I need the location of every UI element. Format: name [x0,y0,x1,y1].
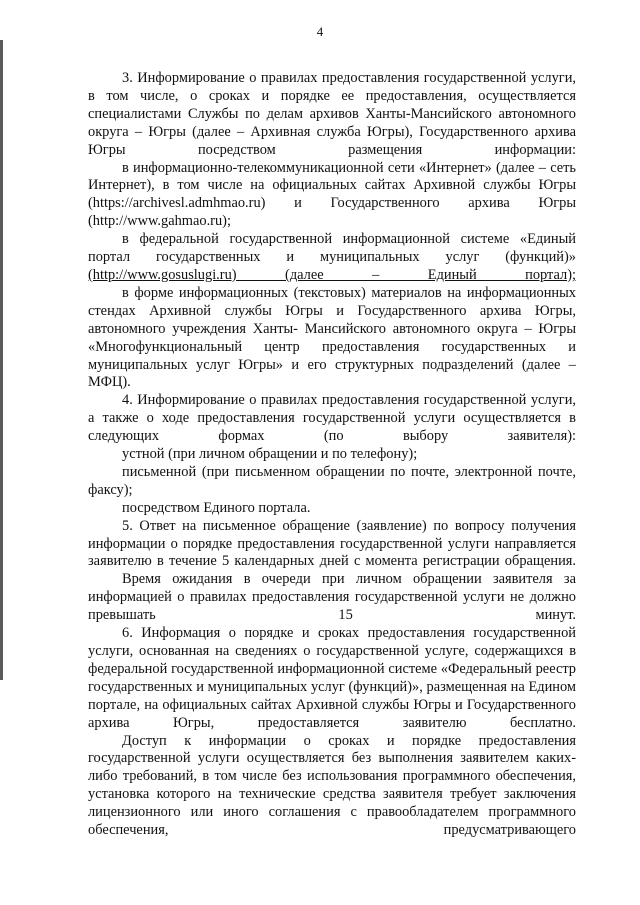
paragraph-4-forms: 4. Информирование о правилах предоставления государственной услуги, а также о ходе предоставления государственной услуги осуществляется в следующих формах (по выбору заявителя): [88,392,576,445]
scan-left-edge [0,40,3,680]
document-body [88,70,576,840]
paragraph-unified-portal: в федеральной государственной информационной системе «Единый портал государственных и муниципальных услуг (функций)» (http://www.gosuslugi.ru) (далее – Единый портал); [88,231,576,283]
paragraph-3-informing-rules: 3. Информирование о правилах предоставления государственной услуги, в том числе, о сроках и порядке ее предоставления, осуществляется специалистами Службы по делам архивов Ханты-Мансийского автономного округа – Югры (далее – Архивная служба Югры), Государственного архива Югры посредством размещения информации: [88,70,576,158]
paragraph-oral-form: устной (при личном обращении и по телефону); [122,446,418,463]
paragraph-info-stands: в форме информационных (текстовых) материалов на информационных стендах Архивной службы Югры и Государственного архива Югры, автономного учреждения Ханты- Мансийского автономного округа – Югры «Многофункциональный центр предоставления государственных и муниципальных услуг Югры» и его структурных подразделений (далее – МФЦ). [88,284,576,391]
page-number: 4 [316,24,324,39]
gosuslugi-link[interactable]: (http://www.gosuslugi.ru) (далее – Единый портал); [88,266,576,283]
paragraph-portal-form: посредством Единого портала. [122,499,311,516]
paragraph-internet: в информационно-телекоммуникационной сети «Интернет» (далее – сеть Интернет), в том числе на официальных сайтах Архивной службы Югры (https://archivesl.admhmao.ru) и Государственного архива Югры (http://www.gahmao.ru); [88,159,577,230]
paragraph-access: Доступ к информации о сроках и порядке предоставления государственной услуги осуществляется без выполнения заявителем каких-либо требований, в том числе без использования программного обеспечения, установка которого на технические средства заявителя требует заключения лицензионного или иного соглашения с правообладателем программного обеспечения, предусматривающего [88,732,576,839]
paragraph-6-free-info: 6. Информация о порядке и сроках предоставления государственной услуги, основанная на сведениях о государственной услуге, содержащихся в федеральной государственной информационной системе «Федеральный реестр государственных и муниципальных услуг (функций)», размещенная на Едином портале, на официальных сайтах Архивной службы Югры и Государственного архива Югры, предоставляется заявителю бесплатно. [88,625,576,731]
paragraph-5-response: 5. Ответ на письменное обращение (заявление) по вопросу получения информации о порядке предоставления государственной услуги направляется заявителю в течение 5 календарных дней с момента регистрации обращения. [88,517,576,570]
paragraph-queue-time: Время ожидания в очереди при личном обращении заявителя за информацией о правилах предоставления государственной услуги не должно превышать 15 минут. [88,571,576,624]
paragraph-written-form: письменной (при письменном обращении по почте, электронной почте, факсу); [88,463,576,498]
